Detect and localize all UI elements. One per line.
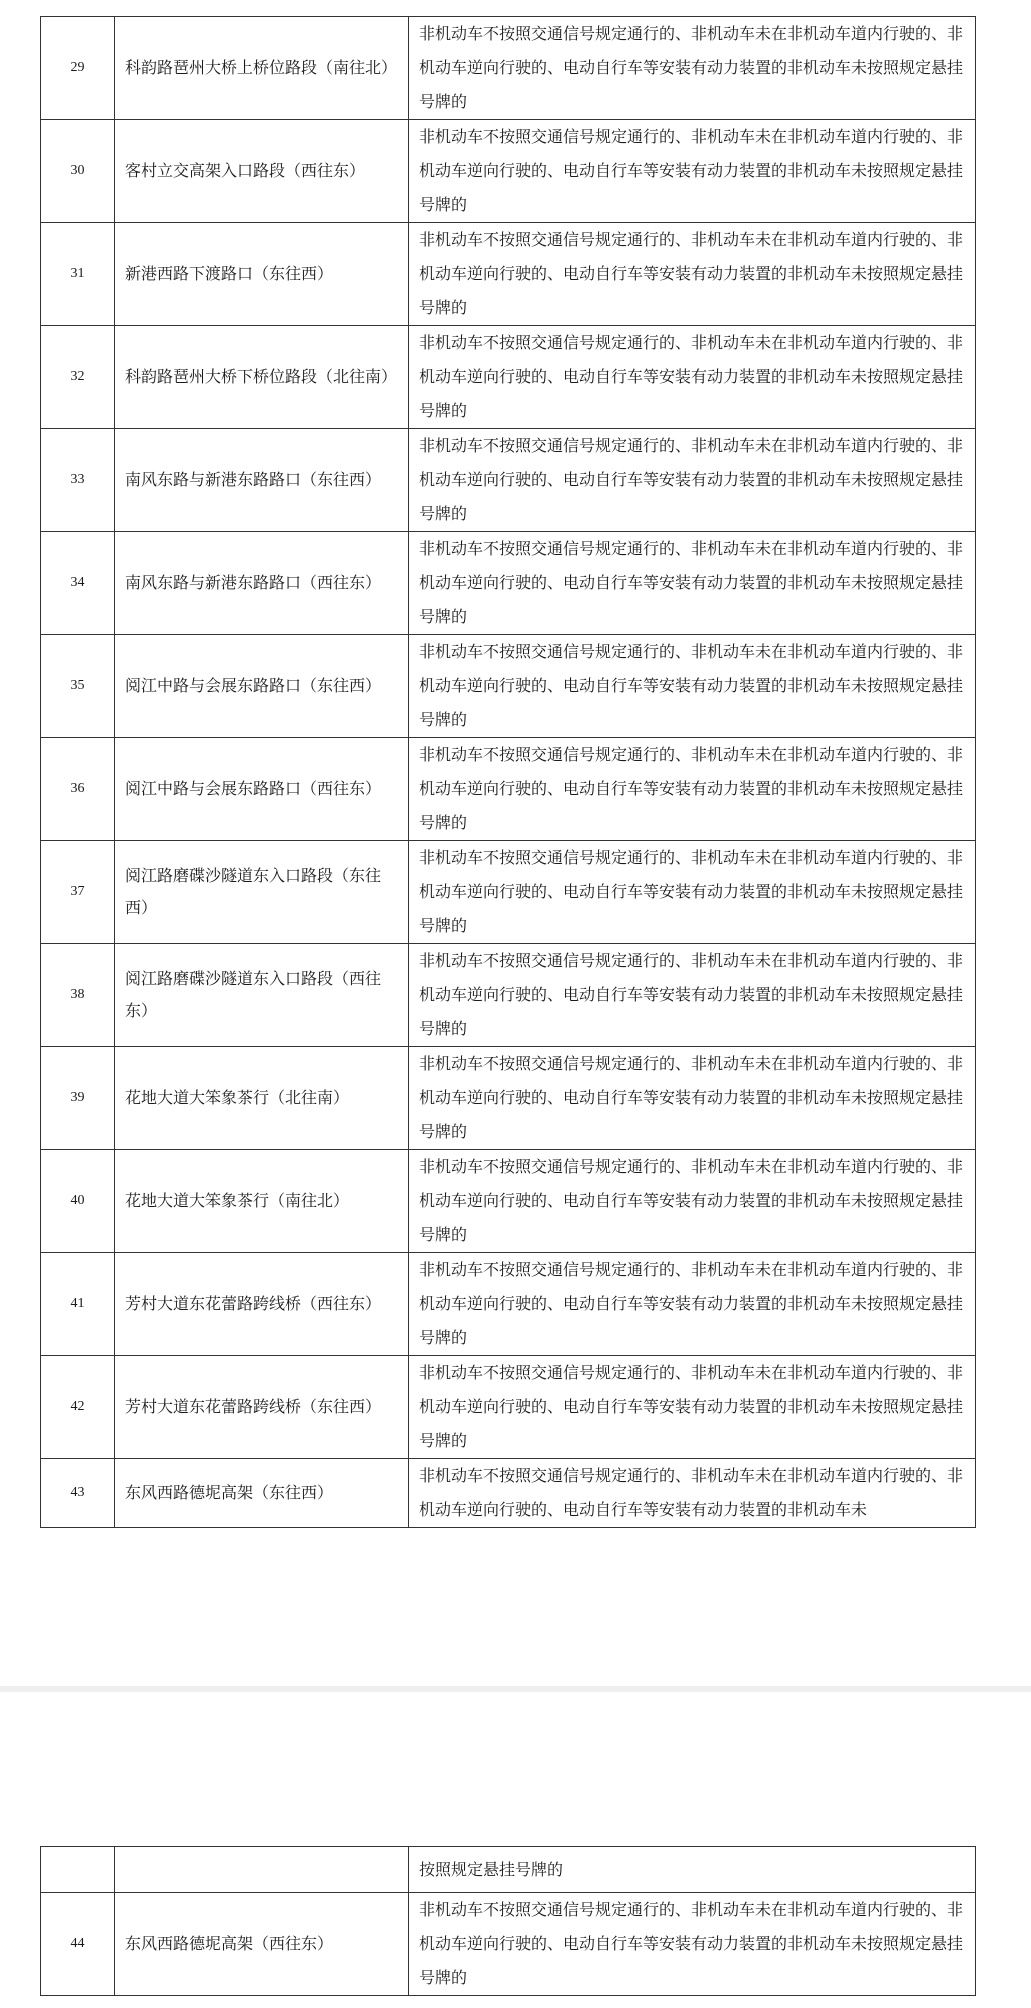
violation-cell: 非机动车不按照交通信号规定通行的、非机动车未在非机动车道内行驶的、非机动车逆向行驶的、电动自行车等安装有动力装置的非机动车未 bbox=[409, 1459, 976, 1528]
location-cell: 花地大道大笨象茶行（南往北） bbox=[115, 1150, 409, 1253]
violation-cell: 非机动车不按照交通信号规定通行的、非机动车未在非机动车道内行驶的、非机动车逆向行驶的、电动自行车等安装有动力装置的非机动车未按照规定悬挂号牌的 bbox=[409, 326, 976, 429]
violation-cell: 非机动车不按照交通信号规定通行的、非机动车未在非机动车道内行驶的、非机动车逆向行驶的、电动自行车等安装有动力装置的非机动车未按照规定悬挂号牌的 bbox=[409, 429, 976, 532]
location-cell bbox=[115, 1847, 409, 1893]
location-cell: 科韵路琶州大桥下桥位路段（北往南） bbox=[115, 326, 409, 429]
location-cell: 芳村大道东花蕾路跨线桥（西往东） bbox=[115, 1253, 409, 1356]
violation-cell: 非机动车不按照交通信号规定通行的、非机动车未在非机动车道内行驶的、非机动车逆向行驶的、电动自行车等安装有动力装置的非机动车未按照规定悬挂号牌的 bbox=[409, 532, 976, 635]
violation-cell: 非机动车不按照交通信号规定通行的、非机动车未在非机动车道内行驶的、非机动车逆向行驶的、电动自行车等安装有动力装置的非机动车未按照规定悬挂号牌的 bbox=[409, 223, 976, 326]
table-row bbox=[41, 120, 976, 223]
location-cell: 花地大道大笨象茶行（北往南） bbox=[115, 1047, 409, 1150]
table-row bbox=[41, 1356, 976, 1459]
table-body bbox=[41, 17, 976, 1528]
violation-cell: 非机动车不按照交通信号规定通行的、非机动车未在非机动车道内行驶的、非机动车逆向行驶的、电动自行车等安装有动力装置的非机动车未按照规定悬挂号牌的 bbox=[409, 635, 976, 738]
row-number: 39 bbox=[41, 1047, 115, 1150]
violation-cell: 按照规定悬挂号牌的 bbox=[409, 1847, 976, 1893]
location-cell: 阅江中路与会展东路路口（东往西） bbox=[115, 635, 409, 738]
row-number: 35 bbox=[41, 635, 115, 738]
row-number: 44 bbox=[41, 1893, 115, 1996]
location-cell: 芳村大道东花蕾路跨线桥（东往西） bbox=[115, 1356, 409, 1459]
table-row bbox=[41, 17, 976, 120]
table-row bbox=[41, 1047, 976, 1150]
table-row bbox=[41, 1459, 976, 1528]
table-row bbox=[41, 738, 976, 841]
violation-cell: 非机动车不按照交通信号规定通行的、非机动车未在非机动车道内行驶的、非机动车逆向行驶的、电动自行车等安装有动力装置的非机动车未按照规定悬挂号牌的 bbox=[409, 120, 976, 223]
table-row bbox=[41, 326, 976, 429]
row-number: 33 bbox=[41, 429, 115, 532]
table-row bbox=[41, 944, 976, 1047]
violation-cell: 非机动车不按照交通信号规定通行的、非机动车未在非机动车道内行驶的、非机动车逆向行驶的、电动自行车等安装有动力装置的非机动车未按照规定悬挂号牌的 bbox=[409, 1893, 976, 1996]
violation-cell: 非机动车不按照交通信号规定通行的、非机动车未在非机动车道内行驶的、非机动车逆向行驶的、电动自行车等安装有动力装置的非机动车未按照规定悬挂号牌的 bbox=[409, 1150, 976, 1253]
row-number: 32 bbox=[41, 326, 115, 429]
table-body bbox=[41, 1847, 976, 1996]
row-number: 42 bbox=[41, 1356, 115, 1459]
violation-cell: 非机动车不按照交通信号规定通行的、非机动车未在非机动车道内行驶的、非机动车逆向行驶的、电动自行车等安装有动力装置的非机动车未按照规定悬挂号牌的 bbox=[409, 841, 976, 944]
table-row bbox=[41, 841, 976, 944]
row-number: 36 bbox=[41, 738, 115, 841]
row-number: 38 bbox=[41, 944, 115, 1047]
table-row bbox=[41, 635, 976, 738]
table-row bbox=[41, 223, 976, 326]
row-number: 30 bbox=[41, 120, 115, 223]
violation-table-page-1 bbox=[40, 16, 976, 1528]
location-cell: 新港西路下渡路口（东往西） bbox=[115, 223, 409, 326]
row-number: 43 bbox=[41, 1459, 115, 1528]
row-number: 29 bbox=[41, 17, 115, 120]
location-cell: 阅江中路与会展东路路口（西往东） bbox=[115, 738, 409, 841]
row-number: 40 bbox=[41, 1150, 115, 1253]
table-row bbox=[41, 429, 976, 532]
row-number: 31 bbox=[41, 223, 115, 326]
table-row bbox=[41, 1253, 976, 1356]
violation-cell: 非机动车不按照交通信号规定通行的、非机动车未在非机动车道内行驶的、非机动车逆向行驶的、电动自行车等安装有动力装置的非机动车未按照规定悬挂号牌的 bbox=[409, 17, 976, 120]
location-cell: 客村立交高架入口路段（西往东） bbox=[115, 120, 409, 223]
table-row bbox=[41, 1893, 976, 1996]
location-cell: 南风东路与新港东路路口（东往西） bbox=[115, 429, 409, 532]
row-number: 37 bbox=[41, 841, 115, 944]
table-row bbox=[41, 532, 976, 635]
location-cell: 东风西路德坭高架（东往西） bbox=[115, 1459, 409, 1528]
location-cell: 阅江路磨碟沙隧道东入口路段（西往东） bbox=[115, 944, 409, 1047]
violation-cell: 非机动车不按照交通信号规定通行的、非机动车未在非机动车道内行驶的、非机动车逆向行驶的、电动自行车等安装有动力装置的非机动车未按照规定悬挂号牌的 bbox=[409, 944, 976, 1047]
table-row bbox=[41, 1150, 976, 1253]
location-cell: 东风西路德坭高架（西往东） bbox=[115, 1893, 409, 1996]
violation-cell: 非机动车不按照交通信号规定通行的、非机动车未在非机动车道内行驶的、非机动车逆向行驶的、电动自行车等安装有动力装置的非机动车未按照规定悬挂号牌的 bbox=[409, 1253, 976, 1356]
table-row-continuation bbox=[41, 1847, 976, 1893]
violation-cell: 非机动车不按照交通信号规定通行的、非机动车未在非机动车道内行驶的、非机动车逆向行驶的、电动自行车等安装有动力装置的非机动车未按照规定悬挂号牌的 bbox=[409, 1047, 976, 1150]
violation-cell: 非机动车不按照交通信号规定通行的、非机动车未在非机动车道内行驶的、非机动车逆向行驶的、电动自行车等安装有动力装置的非机动车未按照规定悬挂号牌的 bbox=[409, 1356, 976, 1459]
location-cell: 南风东路与新港东路路口（西往东） bbox=[115, 532, 409, 635]
row-number: 41 bbox=[41, 1253, 115, 1356]
document-page-2 bbox=[0, 1692, 1031, 2008]
row-number: 34 bbox=[41, 532, 115, 635]
location-cell: 科韵路琶州大桥上桥位路段（南往北） bbox=[115, 17, 409, 120]
row-number bbox=[41, 1847, 115, 1893]
violation-cell: 非机动车不按照交通信号规定通行的、非机动车未在非机动车道内行驶的、非机动车逆向行驶的、电动自行车等安装有动力装置的非机动车未按照规定悬挂号牌的 bbox=[409, 738, 976, 841]
location-cell: 阅江路磨碟沙隧道东入口路段（东往西） bbox=[115, 841, 409, 944]
violation-table-page-2 bbox=[40, 1846, 976, 1996]
